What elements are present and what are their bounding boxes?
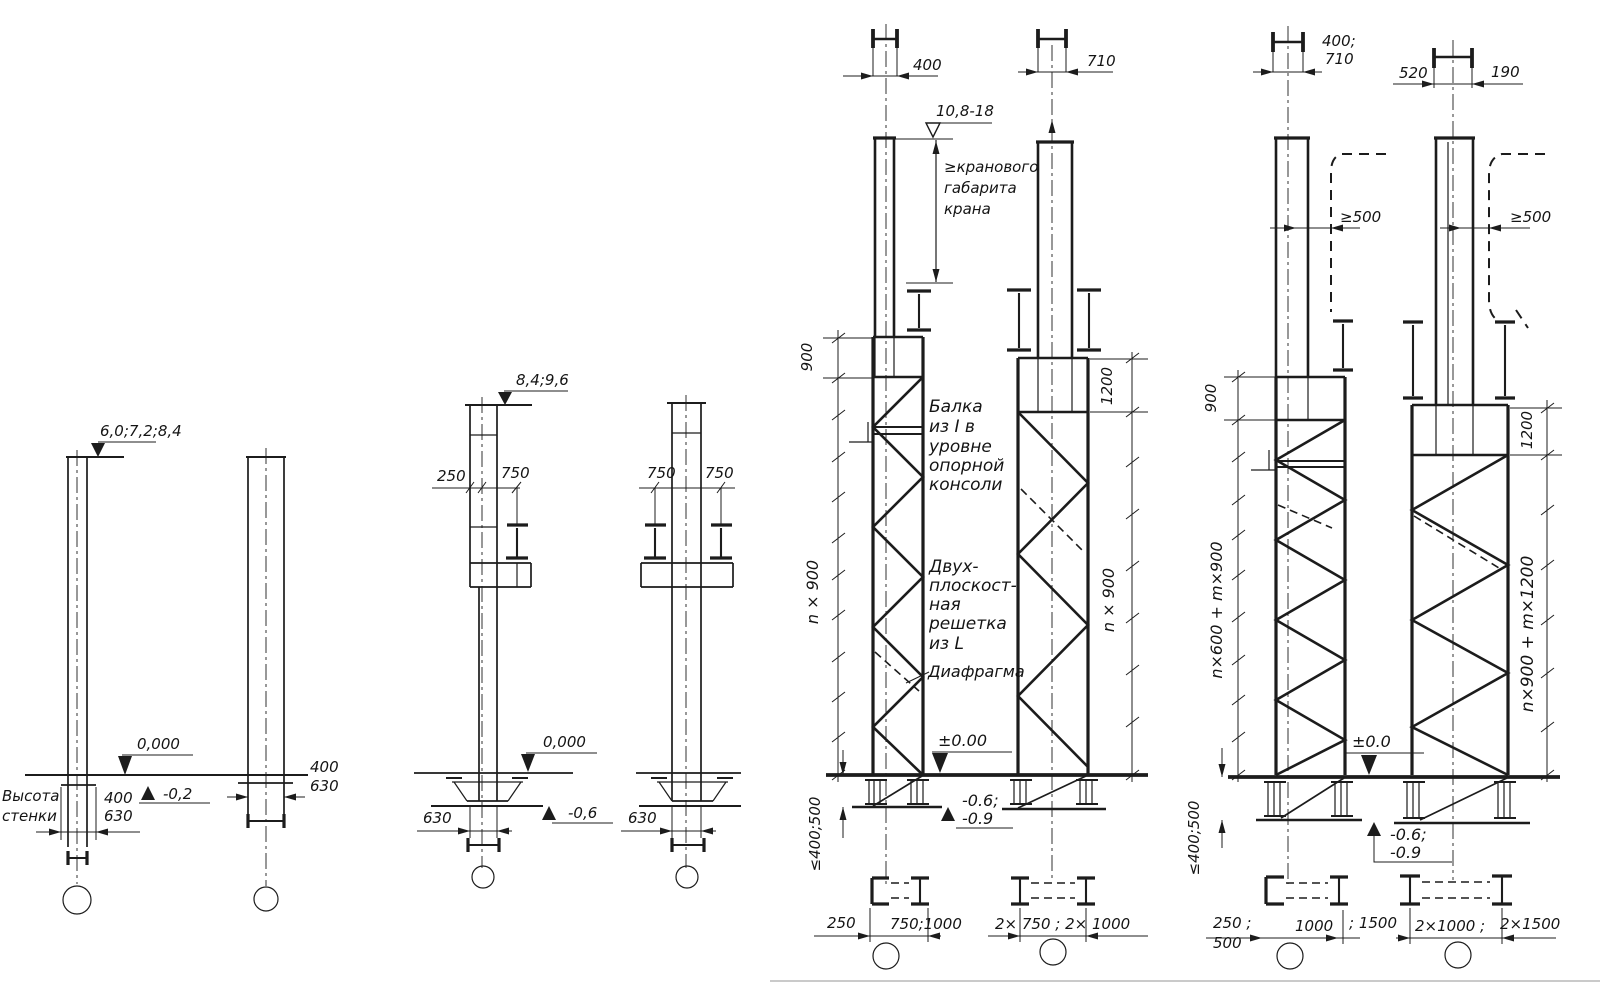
group3-dim-n900-left: n × 900 bbox=[803, 559, 822, 625]
group4-dim-400-710-line1: 400; bbox=[1322, 32, 1356, 50]
group3-col2-ibeam-section-webs bbox=[1020, 878, 1086, 904]
group3-note-lattice-3: ная bbox=[929, 595, 961, 615]
group3-right-dim-chain bbox=[1090, 352, 1148, 782]
group3-clearance-note-3: крана bbox=[944, 200, 991, 218]
group2-right-axis-circle bbox=[676, 866, 698, 888]
group1-dimension-lines bbox=[36, 442, 305, 840]
group2-dim-250: 250 bbox=[437, 467, 466, 485]
group3-top-section-flanges bbox=[873, 29, 1066, 48]
group4-tall-lattice-columns bbox=[1185, 26, 1562, 969]
group2-right-rail-webs bbox=[655, 528, 721, 557]
group3-col1-axis-circle bbox=[873, 943, 899, 969]
group4-base-diagonals bbox=[1281, 778, 1507, 820]
group3-note-lattice-4: решетка bbox=[929, 614, 1007, 634]
group2-dim-750-r1: 750 bbox=[647, 464, 676, 482]
group3-top-elevation-label: 10,8-18 bbox=[936, 102, 994, 120]
group2-right-rail-flanges bbox=[644, 525, 732, 558]
group1-left-column-outline bbox=[61, 457, 96, 847]
group3-zero-elevation-label: ±0.00 bbox=[938, 731, 988, 750]
group4-minus-elevation-2: -0.9 bbox=[1390, 843, 1422, 862]
group3-col1-box-lines bbox=[873, 337, 923, 377]
group3-note-lattice-2: плоскост- bbox=[929, 576, 1017, 596]
group4-col4-ibeam-sections bbox=[1400, 876, 1512, 904]
group4-base-dim-1500: ; 1500 bbox=[1349, 914, 1397, 932]
group2-dim-750-r2: 750 bbox=[705, 464, 734, 482]
group4-col4-rail-webs bbox=[1413, 325, 1505, 396]
group4-col4-lattice-zigzag bbox=[1412, 455, 1508, 775]
group3-col2-shaft bbox=[1038, 142, 1072, 358]
group3-note-beam-2: из I в bbox=[929, 417, 975, 437]
group3-note-diaphragm: Диафрагма bbox=[928, 662, 1025, 681]
group1-right-column-outline bbox=[238, 457, 293, 814]
group4-col3-box-lines bbox=[1276, 377, 1345, 420]
group1-dim-630-right: 630 bbox=[310, 777, 339, 795]
group4-col3-wall-contour-dashed bbox=[1331, 154, 1386, 312]
group1-dim-400-left: 400 bbox=[104, 789, 133, 807]
group3-note-lattice-5: из L bbox=[929, 634, 964, 654]
group4-base-dim-250: 250 ; bbox=[1213, 914, 1252, 932]
group3-col1-beam-hook bbox=[849, 422, 874, 442]
group3-dim-1200: 1200 bbox=[1098, 366, 1116, 406]
group1-wall-height-label-1: Высота bbox=[2, 787, 60, 805]
group4-base-dim-2x1500: 2×1500 bbox=[1500, 915, 1561, 933]
group4-dim-n900-m1200: n×900 + m×1200 bbox=[1518, 555, 1538, 713]
group4-col3-lattice-zigzag bbox=[1276, 420, 1345, 775]
group3-minus-elevation-1: -0.6; bbox=[962, 791, 999, 810]
group4-dim-n600-m900: n×600 + m×900 bbox=[1207, 541, 1226, 679]
group2-left-column-splices bbox=[470, 435, 497, 527]
group1-flat-columns bbox=[2, 422, 339, 914]
group3-col2-rail-flanges bbox=[1007, 290, 1101, 350]
group3-note-beam-1: Балка bbox=[929, 397, 983, 417]
group4-dim-520: 520 bbox=[1399, 64, 1428, 82]
group3-note-beam-5: консоли bbox=[929, 475, 1003, 495]
group2-ibeam-section-marks bbox=[468, 838, 704, 852]
group4-dim-190: 190 bbox=[1491, 63, 1520, 81]
group3-dim-400: 400 bbox=[913, 56, 942, 74]
group3-note-beam-3: уровне bbox=[929, 437, 992, 457]
group4-section-dashed-links bbox=[1286, 882, 1490, 898]
group3-minus-elevation-2: -0.9 bbox=[962, 809, 994, 828]
group2-dim-630-left: 630 bbox=[423, 809, 452, 827]
group2-dimension-lines bbox=[417, 391, 735, 838]
group2-left-console bbox=[470, 563, 531, 587]
group3-dim-900: 900 bbox=[798, 342, 816, 372]
group4-base-dim-500: 500 bbox=[1213, 934, 1242, 952]
group4-col4-rail-flanges bbox=[1403, 322, 1515, 398]
group3-note-lattice-1: Двух- bbox=[929, 557, 979, 577]
group3-col2-axis-circle bbox=[1040, 939, 1066, 965]
group3-col1-lattice-zigzag bbox=[873, 377, 923, 775]
group4-minus-elevation-1: -0.6; bbox=[1390, 825, 1427, 844]
group4-col4-dashed-diagonal bbox=[1414, 516, 1499, 568]
group3-col2-inner-shaft-lines bbox=[1038, 358, 1072, 412]
group2-socket-foundations bbox=[452, 782, 728, 801]
group4-ge500-right: ≥500 bbox=[1510, 208, 1552, 226]
group2-dim-750-left: 750 bbox=[501, 464, 530, 482]
group3-dim-le400-500: ≤400;500 bbox=[806, 796, 824, 872]
group1-arrowheads bbox=[49, 443, 296, 836]
group2-dim-630-right: 630 bbox=[628, 809, 657, 827]
group1-minus-elevation-label: -0,2 bbox=[163, 785, 193, 803]
group4-col4-box-lines bbox=[1412, 405, 1508, 455]
group4-col3-beam-hook bbox=[1251, 450, 1277, 470]
group4-col4-axis-circle bbox=[1445, 942, 1471, 968]
group4-col4-ibeam-section-webs bbox=[1410, 876, 1502, 904]
group4-col4-wall-contour-dashed bbox=[1489, 154, 1545, 328]
group4-pedestal-caps bbox=[1264, 782, 1516, 818]
group1-dim-400-right: 400 bbox=[310, 758, 339, 776]
group2-right-console bbox=[641, 563, 733, 587]
group2-console-columns bbox=[414, 371, 741, 888]
group1-zero-elevation-label: 0,000 bbox=[137, 735, 180, 753]
group4-col4-shaft bbox=[1436, 138, 1473, 405]
group4-base-dim-2x1000: 2×1000 ; bbox=[1415, 917, 1486, 935]
group4-pedestal-ribs bbox=[1268, 782, 1510, 818]
group3-col2-ibeam-sections bbox=[1011, 878, 1095, 904]
group1-left-axis-circle bbox=[63, 886, 91, 914]
group3-left-dim-chain bbox=[823, 330, 872, 782]
group1-ibeam-webs bbox=[68, 821, 284, 858]
group4-arrowheads bbox=[1219, 69, 1515, 942]
group4-base-plates bbox=[1256, 820, 1530, 823]
group4-dim-1200: 1200 bbox=[1518, 410, 1536, 450]
group4-left-dim-chain bbox=[1224, 370, 1275, 782]
group2-left-column-outline bbox=[470, 405, 497, 801]
group3-col2-lattice-zigzag bbox=[1018, 412, 1088, 767]
group2-minus-elevation-label: -0,6 bbox=[568, 804, 598, 822]
group4-zero-elevation-label: ±0.0 bbox=[1352, 732, 1391, 751]
group3-note-beam-4: опорной bbox=[929, 456, 1005, 476]
group4-col4-inner-shaft-lines bbox=[1436, 405, 1473, 455]
group3-dim-710: 710 bbox=[1087, 52, 1116, 70]
group3-lattice-columns bbox=[798, 24, 1148, 969]
group2-zero-elevation-label: 0,000 bbox=[543, 733, 586, 751]
group2-left-axis-circle bbox=[472, 866, 494, 888]
group3-col2-box-lines bbox=[1018, 358, 1088, 412]
group3-clearance-note-2: габарита bbox=[944, 179, 1017, 197]
group4-dim-900: 900 bbox=[1202, 383, 1220, 413]
group3-col1-inner-shaft-lines bbox=[875, 337, 894, 377]
group3-base-dim-250: 250 bbox=[827, 914, 856, 932]
group1-wall-height-label-2: стенки bbox=[2, 807, 57, 825]
group3-col2-rail-webs bbox=[1019, 293, 1089, 348]
group4-dim-le400-500: ≤400;500 bbox=[1185, 800, 1203, 876]
group4-dim-400-710-line2: 710 bbox=[1325, 50, 1354, 68]
group2-right-column-outline bbox=[672, 403, 701, 801]
group3-base-dim-right: 2× 750 ; 2× 1000 bbox=[995, 915, 1131, 933]
group4-col3-chords bbox=[1276, 377, 1345, 775]
group3-base-dim-750-1000: 750;1000 bbox=[890, 915, 962, 933]
group2-top-elevation-label: 8,4;9,6 bbox=[516, 371, 569, 389]
group4-base-dim-1000: 1000 bbox=[1295, 917, 1334, 935]
group3-section-dashed-links bbox=[891, 883, 1075, 898]
group4-col3-axis-circle bbox=[1277, 943, 1303, 969]
group1-right-axis-circle bbox=[254, 887, 278, 911]
group3-dim-n900-right: n × 900 bbox=[1099, 567, 1118, 633]
group3-clearance-note-1: ≥кранового bbox=[944, 158, 1039, 176]
group3-col1-diaphragm-dashed-diagonal bbox=[875, 652, 919, 691]
group3-col1-shaft bbox=[875, 138, 894, 337]
group4-col3-channel-section bbox=[1266, 877, 1284, 904]
group4-col3-shaft bbox=[1276, 138, 1308, 377]
group1-top-elevation-label: 6,0;7,2;8,4 bbox=[100, 422, 182, 440]
group1-dim-630-left: 630 bbox=[104, 807, 133, 825]
group3-elevation-open-triangle bbox=[926, 123, 940, 137]
group4-ge500-left: ≥500 bbox=[1340, 208, 1382, 226]
